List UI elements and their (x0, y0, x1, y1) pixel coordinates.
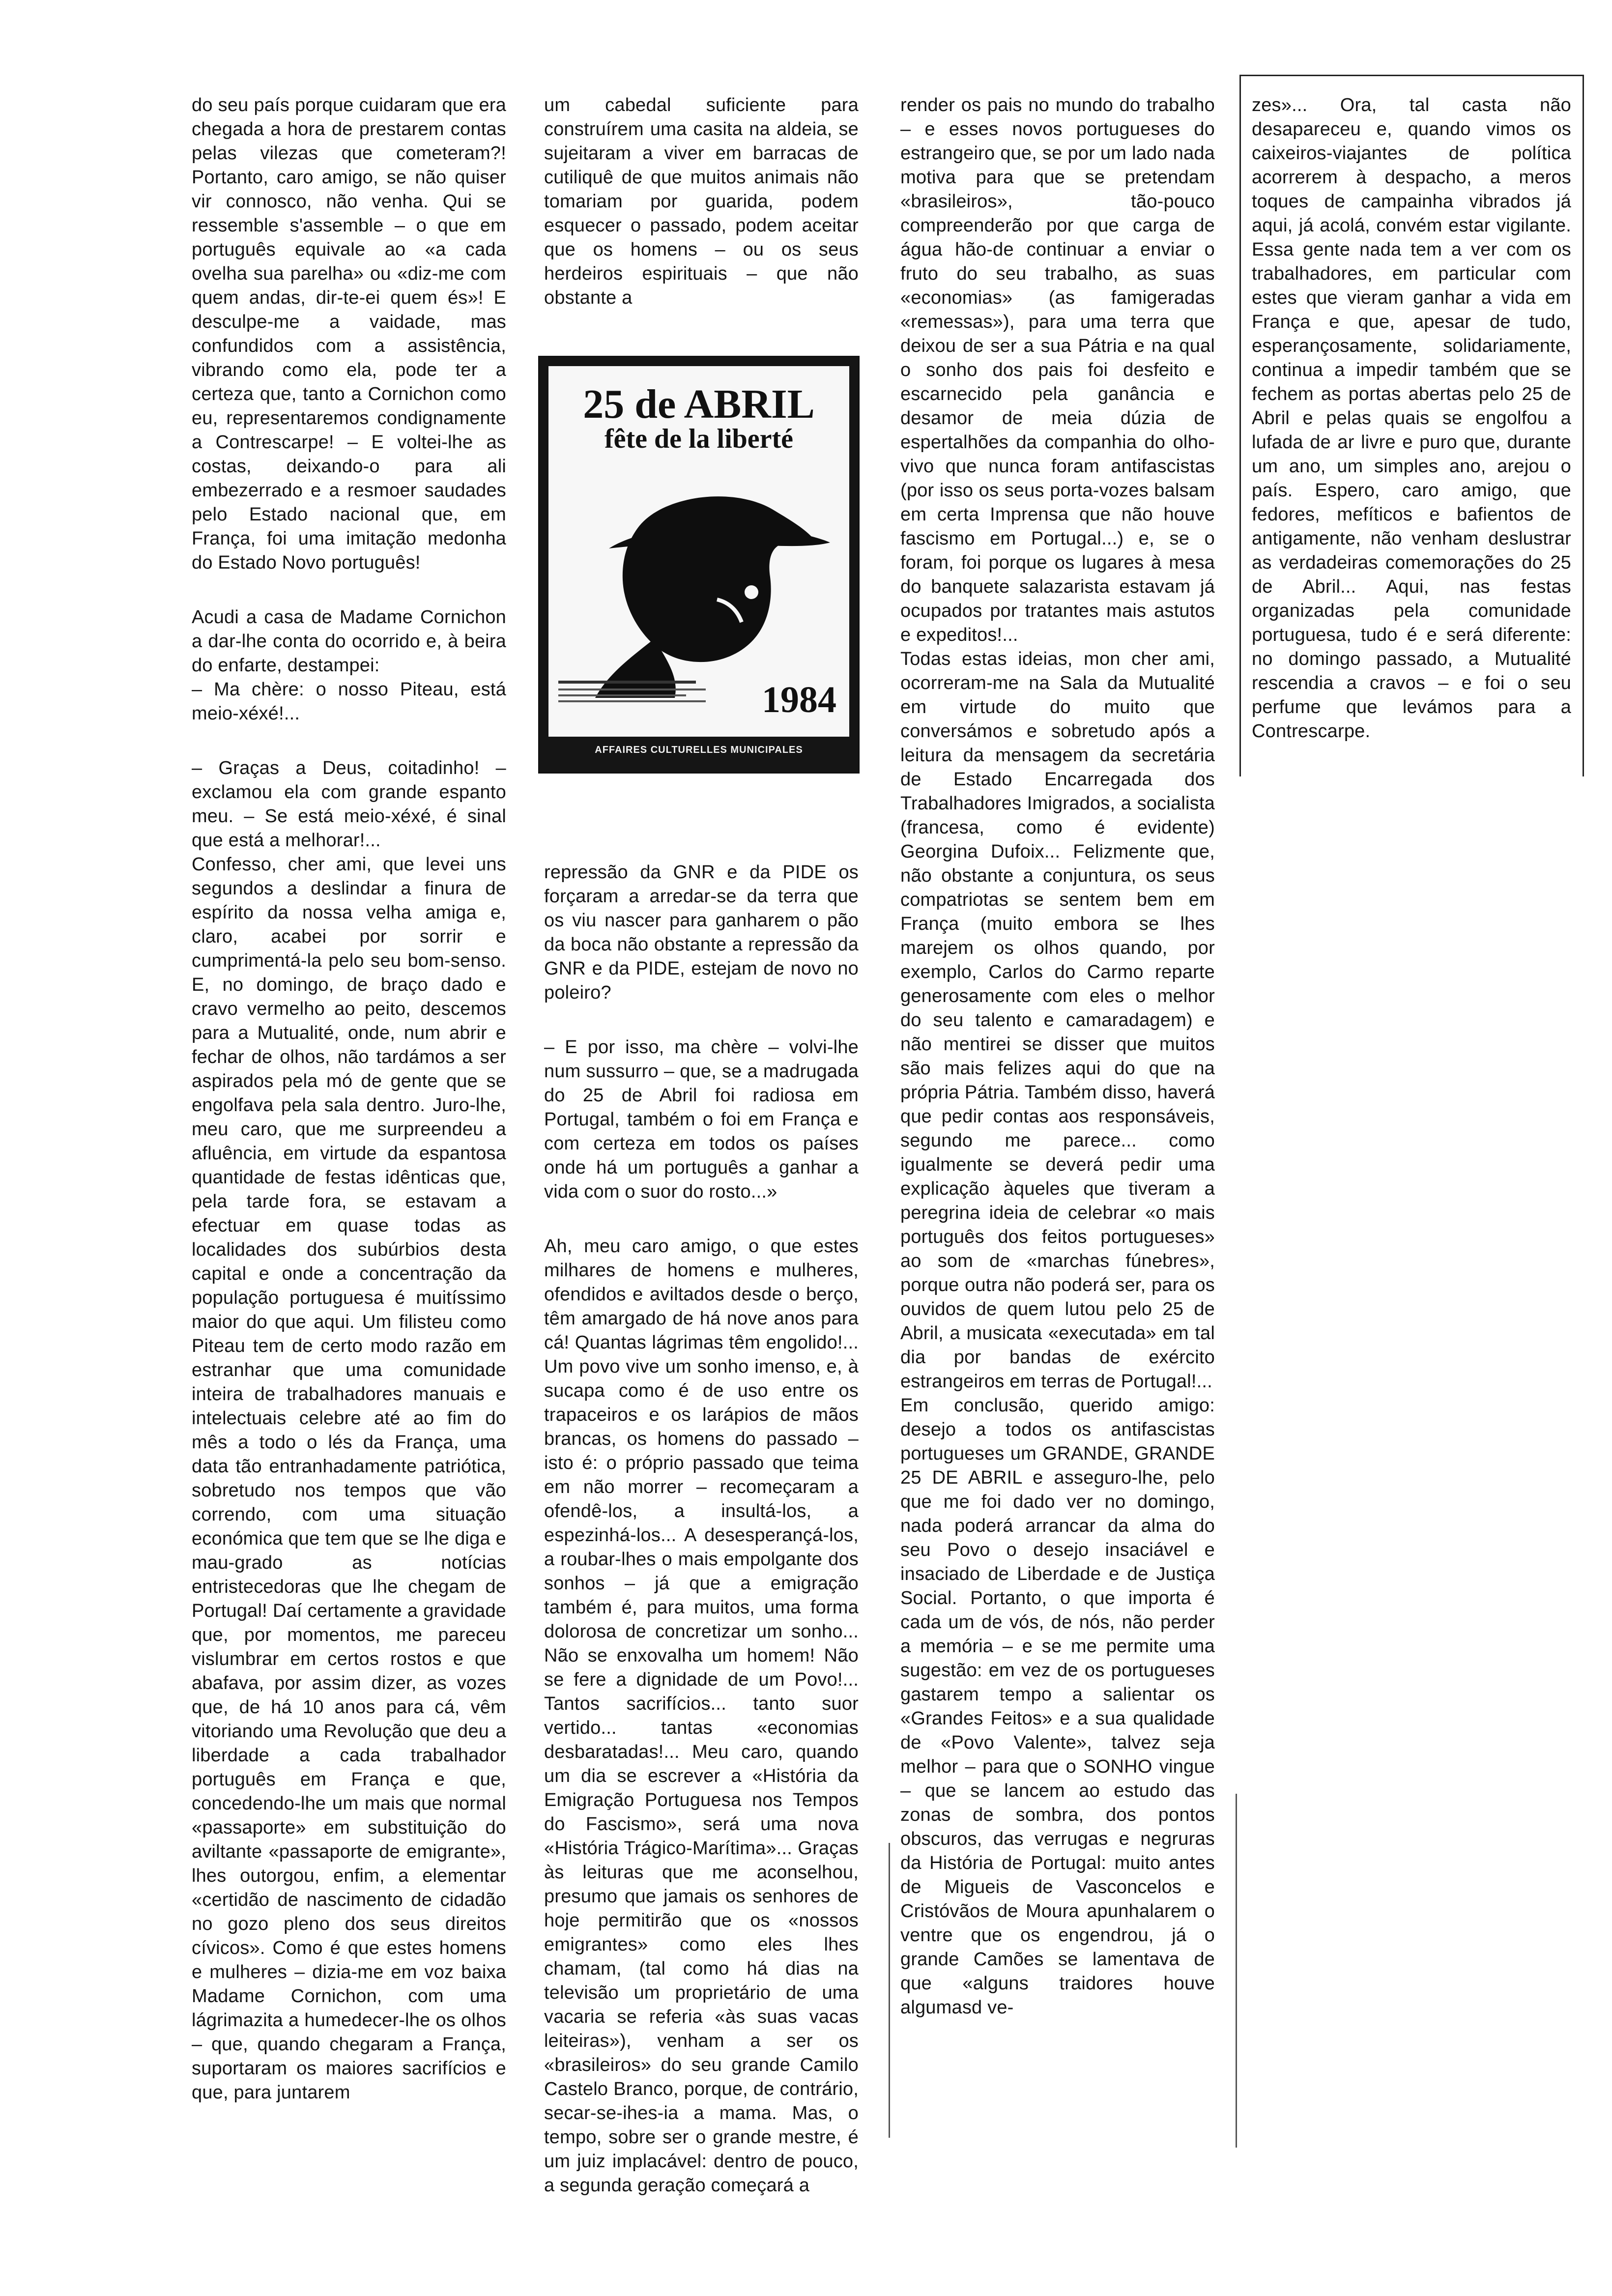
poster-panel (548, 366, 849, 763)
column-3-left-rule (889, 1843, 890, 2138)
column-3-right-rule (1236, 1794, 1237, 2148)
column-4-top-rule (1239, 75, 1584, 76)
column-3-paragraph-3: Em conclusão, querido amigo: desejo a todos os antifascistas portugueses um GRANDE, GRANDE 25 DE ABRIL e asseguro-lhe, pelo que me foi dado ver no domingo, nada poderá arrancar da alma do seu Povo o desejo insaciável e insaciado de Liberdade e de Justiça Social. Portanto, o que importa é cada um de vós, de nós, não perder a memória – e se me permite uma sugestão: em vez de os portugueses gastarem tempo a salientar os «Grandes Feitos» e a sua qualidade de «Povo Valente», talvez seja melhor – para que o SONHO vingue – que se lancem ao estudo das zonas de sombra, dos pontos obscuros, das verrugas e negruras da História de Portugal: muito antes de Migueis de Vasconcelos e Cristóvãos de Moura apunhalarem o ventre que os engendrou, já o grande Camões se lamentava de que «alguns traidores houve algumasd ve- (900, 1395, 1215, 2018)
column-2-paragraph-4: Ah, meu caro amigo, o que estes milhares de homens e mulheres, ofendidos e aviltados desde o berço, têm amargado de há nove anos para cá! Quantas lágrimas têm engolido!... Um povo vive um sonho imenso, e, à sucapa como é de uso entre os trapaceiros e os larápios de mãos brancas, os homens do passado – isto é: o próprio passado que teima em não morrer – recomeçaram a ofendê-los, a insultá-los, a espezinhá-los... A desesperançá-los, a roubar-lhes o mais empolgante dos sonhos – já que a emigração também é, para muitos, uma forma dolorosa de concretizar um sonho... Não se enxovalha um homem! Não se fere a dignidade de um Povo!... Tantos sacrifícios... tanto suor vertido... tantas «economias desbaratadas!... Meu caro, quando um dia se escrever a «História da Emigração Portuguesa nos Tempos do Fascismo», será uma nova «História Trágico-Marítima»... Graças às leituras que me aconselhou, presumo que jamais os senhores de hoje permitirão que os «nossos emigrantes» como eles lhes chamam, (tal como há dias na televisão um proprietário de uma vacaria se referia «às suas vacas leiteiras»), venham a ser os «brasileiros» do seu grande Camilo Castelo Branco, porque, de contrário, secar-se-ihes-ia a mama. Mas, o tempo, sobre ser o grande mestre, é um juiz implacável: dentro de pouco, a segunda geração começará a (544, 1236, 859, 2196)
column-2-paragraph-2: repressão da GNR e da PIDE os forçaram a arredar-se da terra que os viu nascer para ganharem o pão da boca não obstante a repressão da GNR e da PIDE, estejam de novo no poleiro? (544, 862, 859, 1003)
article-column-3 (900, 93, 1215, 2020)
column-4-right-rule (1583, 75, 1584, 776)
poster-year: 1984 (762, 679, 836, 720)
column-3-paragraph-1: render os pais no mundo do trabalho – e esses novos portugueses do estrangeiro que, se por um lado nada motiva para que se pretendam «brasileiros», tão-pouco compreenderão por que carga de água hão-de continuar a enviar o fruto do seu trabalho, as suas «economias» (as famigeradas «remessas»), para uma terra que deixou de ser a sua Pátria e na qual o sonho dos pais foi desfeito e escarnecido pela ganância e desamor de meia dúzia de espertalhões da companhia do olho-vivo que nunca foram antifascistas (por isso os seus porta-vozes balsam em certa Imprensa que não houve fascismo em Portugal...) e, se o foram, foi porque os lugares à mesa do banquete salazarista estavam já ocupados por tratantes mais astutos e expeditos!... (900, 95, 1215, 645)
article-column-1 (192, 93, 506, 2105)
column-1-paragraph-5: Confesso, cher ami, que levei uns segundos a deslindar a finura de espírito da nossa velha amiga e, claro, acabei por sorrir e cumprimentá-la pelo seu bom-senso. E, no domingo, de braço dado e cravo vermelho ao peito, descemos para a Mutualité, onde, num abrir e fechar de olhos, não tardámos a ser aspirados pela mó de gente que se engolfava pela sala dentro. Juro-lhe, meu caro, que me surpreendeu a afluência, em virtude da espantosa quantidade de festas idênticas que, pela tarde fora, se estavam a efectuar em quase todas as localidades dos subúrbios desta capital e onde a concentração da população portuguesa é muitíssimo maior do que aqui. Um filisteu como Piteau tem de certo modo razão em estranhar que uma comunidade inteira de trabalhadores manuais e intelectuais celebre até ao fim do mês a todo o lés da França, uma data tão entranhadamente patriótica, sobretudo nos tempos que vão correndo, com uma situação económica que tem que se lhe diga e mau-grado as notícias entristecedoras que lhe chegam de Portugal! Daí certamente a gravidade que, por momentos, me pareceu vislumbrar em certos rostos e que abafava, por assim dizer, as vozes que, de há 10 anos para cá, vêm vitoriando uma Revolução que deu a liberdade a cada trabalhador português em França e que, concedendo-lhe um mais que normal «passaporte» em substituição do aviltante «passaporte de emigrante», lhes outorgou, enfim, a elementar «certidão de nascimento de cidadão no gozo pleno dos seus direitos cívicos». Como é que estes homens e mulheres – dizia-me em voz baixa Madame Cornichon, com uma lágrimazita a humedecer-lhe os olhos – que, quando chegaram a França, suportaram os maiores sacrifícios e que, para juntarem (192, 854, 506, 2103)
poster-subtitle: fête de la liberté (604, 424, 794, 454)
column-2-paragraph-3: – E por isso, ma chère – volvi-lhe num sussurro – que, se a madrugada do 25 de Abril foi radiosa em Portugal, também o foi em França e com certeza em todos os países onde há um português a ganhar a vida com o suor do rosto...» (544, 1037, 859, 1202)
article-column-4 (1252, 93, 1571, 744)
column-4-left-rule (1239, 75, 1241, 776)
column-4-paragraph-1: zes»... Ora, tal casta não desapareceu e, quando vimos os caixeiros-viajantes de política acorrerem à despacho, a meros toques de campainha vibrados já aqui, já acolá, convém estar vigilante. Essa gente nada tem a ver com os trabalhadores, em particular com estes que vieram ganhar a vida em França e que, apesar de tudo, esperançosamente, solidariamente, continua a impedir também que se fechem as portas abertas pelo 25 de Abril e pelas quais se engolfou a lufada de ar livre e puro que, durante um ano, um simples ano, arejou o país. Espero, caro amigo, que fedores, mefíticos e bafientos de antigamente, não venham deslustrar as verdadeiras comemorações do 25 de Abril... Aqui, nas festas organizadas pela comunidade portuguesa, tudo é e será diferente: no domingo passado, a Mutualité rescendia a cravos – e foi o seu perfume que levámos para a Contrescarpe. (1252, 95, 1571, 742)
column-1-paragraph-2: Acudi a casa de Madame Cornichon a dar-lhe conta do ocorrido e, à beira do enfarte, destampei: (192, 607, 506, 676)
column-3-paragraph-2: Todas estas ideias, mon cher ami, ocorreram-me na Sala da Mutualité em virtude do muito que conversámos e sobretudo após a leitura da mensagem da secretária de Estado Encarregada dos Trabalhadores Imigrados, a socialista (francesa, como é evidente) Georgina Dufoix... Felizmente que, não obstante a conjuntura, os seus compatriotas se sentem bem em França (muito embora se lhes marejem os olhos quando, por exemplo, Carlos do Carmo reparte generosamente com eles o melhor do seu talento e camaradagem) e não mentirei se disser que muitos são mais felizes aqui do que na própria Pátria. Também disso, haverá que pedir contas aos responsáveis, segundo me parece... como igualmente se deverá pedir uma explicação àqueles que tiveram a peregrina ideia de celebrar «o mais português dos feitos portugueses» ao som de «marchas fúnebres», porque outra não poderá ser, para os ouvidos de quem lutou pelo 25 de Abril, a musicata «executada» em tal dia por bandas de exército estrangeiros em terras de Portugal!... (900, 649, 1215, 1392)
column-1-paragraph-3: – Ma chère: o nosso Piteau, está meio-xéxé!... (192, 679, 506, 724)
column-1-paragraph-1: do seu país porque cuidaram que era chegada a hora de prestarem contas pelas vilezas que cometeram?! Portanto, caro amigo, se não quiser vir connosco, não venha. Qui se ressemble s'assemble – o que em português equivale ao «a cada ovelha sua parelha» ou «diz-me com quem andas, dir-te-ei quem és»! E desculpe-me a vaidade, mas confundidos com a assistência, vibrando como ela, pode ter a certeza que, tanto a Cornichon como eu, representaremos condignamente a Contrescarpe! – E voltei-lhe as costas, deixando-o para ali embezerrado e a resmoer saudades pelo Estado nacional que, em França, foi uma imitação medonha do Estado Novo português! (192, 95, 506, 573)
festival-poster (538, 356, 860, 774)
poster-portrait-silhouette (561, 467, 836, 698)
column-2-paragraph-1: um cabedal suficiente para construírem uma casita na aldeia, se sujeitaram a viver em barracas de cutiliquê de que muitos animais não tomariam por guarida, podem esquecer o passado, podem aceitar que os homens – ou os seus herdeiros espirituais – que não obstante a (544, 95, 859, 308)
poster-footer: AFFAIRES CULTURELLES MUNICIPALES (548, 737, 849, 763)
poster-small-print (558, 681, 716, 706)
poster-title: 25 de ABRIL (583, 381, 815, 427)
column-1-paragraph-4: – Graças a Deus, coitadinho! – exclamou ela com grande espanto meu. – Se está meio-xéxé, é sinal que está a melhorar!... (192, 758, 506, 851)
